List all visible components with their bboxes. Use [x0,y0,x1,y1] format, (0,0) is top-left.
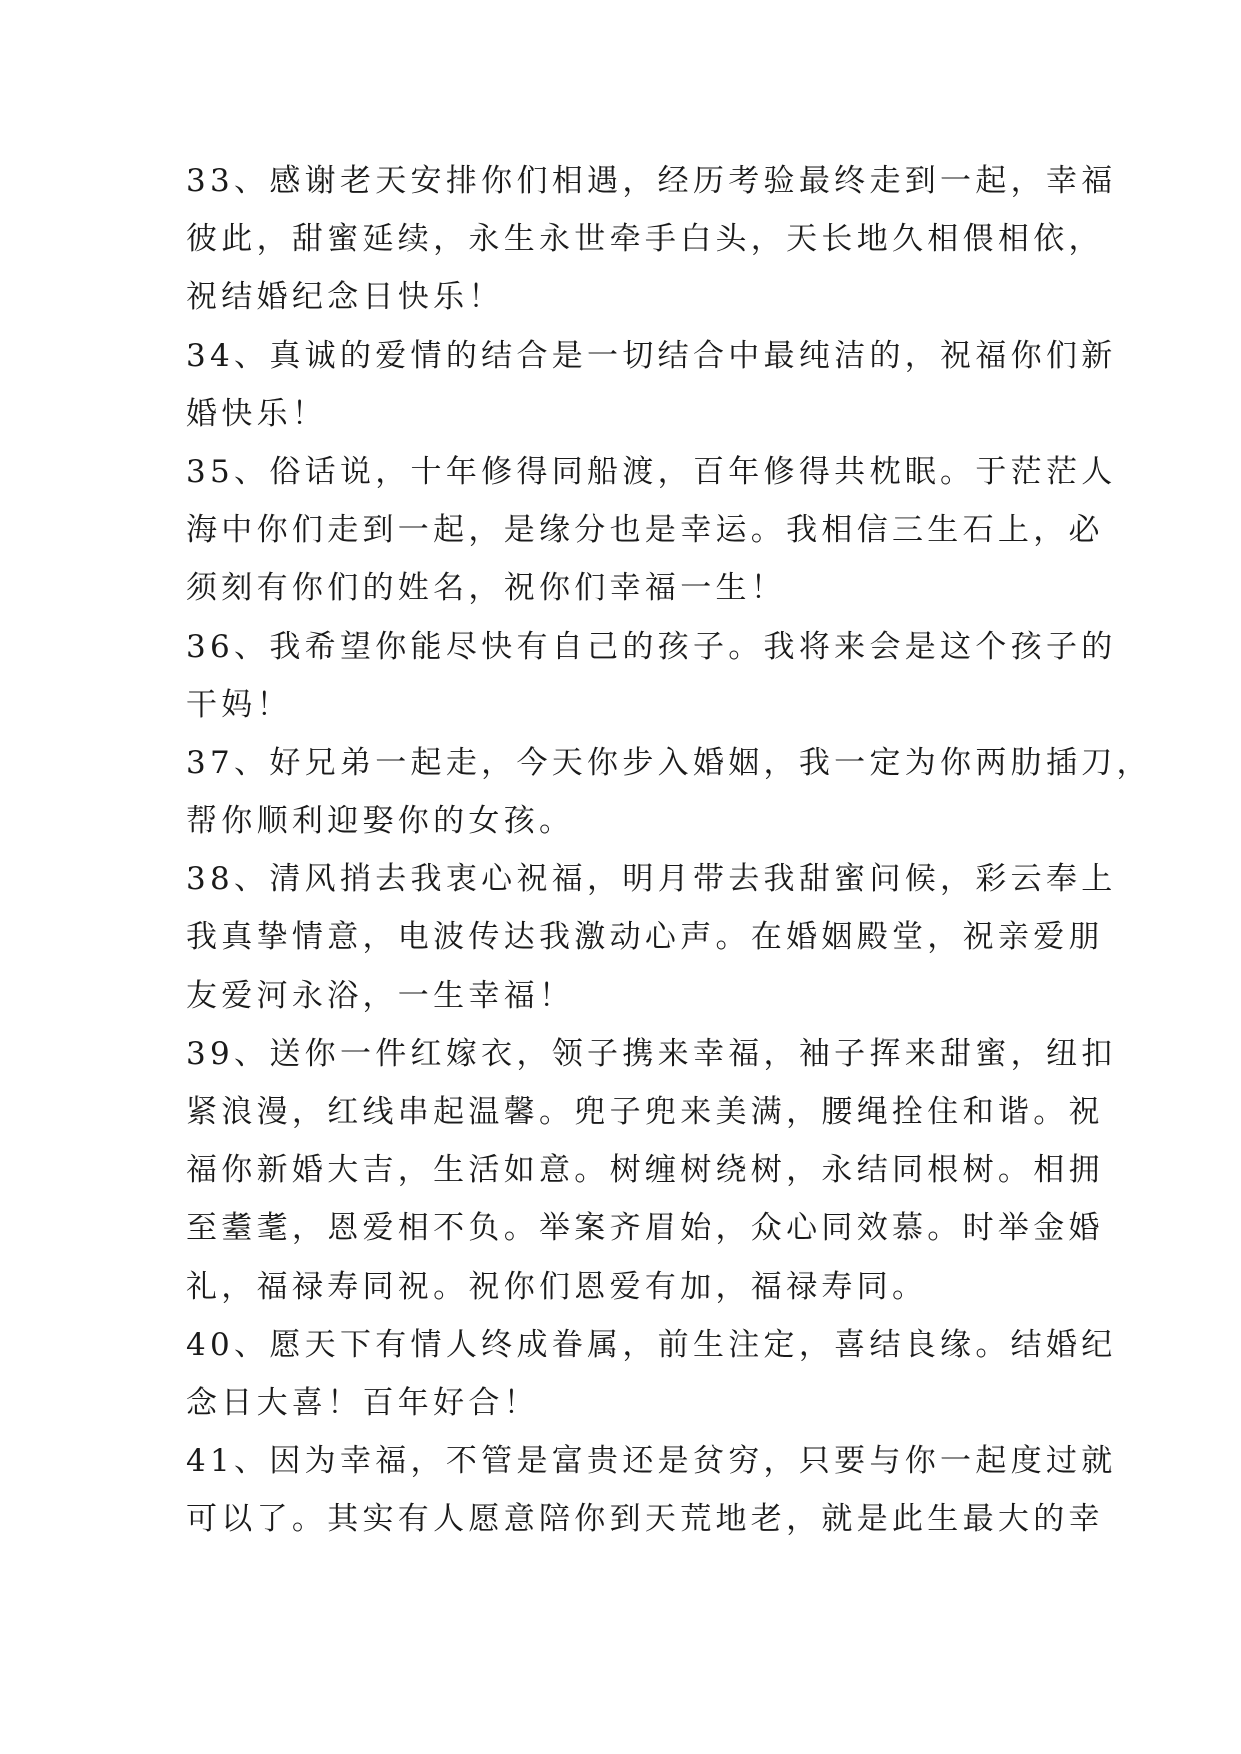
text-line: 35、俗话说，十年修得同船渡，百年修得共枕眠。于茫茫人 [186,453,1117,490]
text-line: 我真挚情意，电波传达我激动心声。在婚姻殿堂，祝亲爱朋 [186,919,1104,956]
text-line: 紧浪漫，红线串起温馨。兜子兜来美满，腰绳拴住和谐。祝 [186,1094,1104,1130]
text-line: 须刻有你们的姓名，祝你们幸福一生！ [186,570,787,607]
text-line: 福你新婚大吉，生活如意。树缠树绕树，永结同根树。相拥 [186,1152,1104,1189]
text-line: 36、我希望你能尽快有自己的孩子。我将来会是这个孩子的 [186,628,1117,665]
text-line: 婚快乐！ [186,395,328,432]
text-line: 海中你们走到一起，是缘分也是幸运。我相信三生石上，必 [186,512,1104,549]
document-body [186,152,1152,1549]
text-line: 彼此，甜蜜延续，永生永世牵手白头，天长地久相偎相依， [186,221,1104,258]
text-line: 可以了。其实有人愿意陪你到天荒地老，就是此生最大的幸 [186,1501,1104,1538]
text-line: 礼，福禄寿同祝。祝你们恩爱有加，福禄寿同。 [186,1268,928,1305]
text-line: 念日大喜！百年好合！ [186,1384,539,1421]
text-line: 帮你顺利迎娶你的女孩。 [186,803,575,840]
text-line: 至耋耄，恩爱相不负。举案齐眉始，众心同效慕。时举金婚 [186,1210,1104,1247]
text-line: 祝结婚纪念日快乐！ [186,279,504,316]
text-line: 34、真诚的爱情的结合是一切结合中最纯洁的，祝福你们新 [186,337,1117,374]
text-line: 33、感谢老天安排你们相遇，经历考验最终走到一起，幸福 [186,163,1117,199]
text-line: 39、送你一件红嫁衣，领子携来幸福，袖子挥来甜蜜，纽扣 [186,1035,1117,1072]
text-line: 41、因为幸福，不管是富贵还是贫穷，只要与你一起度过就 [186,1443,1117,1480]
text-line: 38、清风捎去我衷心祝福，明月带去我甜蜜问候，彩云奉上 [186,861,1117,898]
text-line: 37、好兄弟一起走，今天你步入婚姻，我一定为你两肋插刀， [186,744,1152,781]
text-line: 干妈！ [186,686,292,723]
text-line: 40、愿天下有情人终成眷属，前生注定，喜结良缘。结婚纪 [186,1326,1117,1363]
text-line: 友爱河永浴，一生幸福！ [186,977,575,1014]
